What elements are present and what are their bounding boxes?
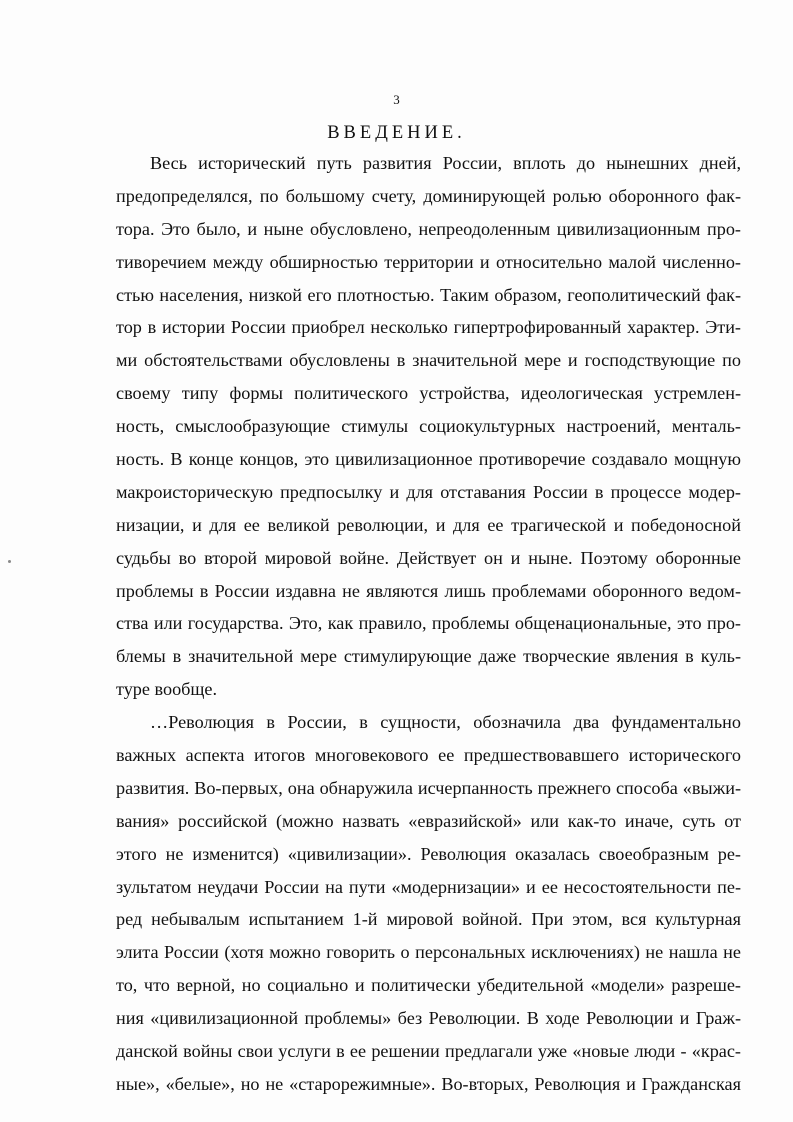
- text-line: ность, смыслообразующие стимулы социокультурных настроений, менталь-: [116, 416, 741, 437]
- text-line: ми обстоятельствами обусловлены в значительной мере и господствующие по: [116, 350, 741, 371]
- text-line: ность. В конце концов, это цивилизационное противоречие создавало мощную: [116, 449, 741, 470]
- text-line: низации, и для ее великой революции, и для ее трагической и победоносной: [116, 514, 741, 535]
- text-line: зультатом неудачи России на пути «модернизации» и ее несостоятельности пе-: [116, 876, 741, 897]
- text-line: …Революция в России, в сущности, обозначила два фундаментально: [150, 712, 741, 733]
- text-line: туре вообще.: [116, 679, 218, 700]
- page-number: 3: [393, 92, 400, 107]
- text-line: своему типу формы политического устройства, идеологическая устремлен-: [116, 383, 741, 404]
- body-text: [116, 147, 741, 1101]
- text-line: важных аспекта итогов многовекового ее предшествовавшего исторического: [116, 745, 741, 766]
- text-line: вания» российской (можно назвать «евразийской» или как-то иначе, суть от: [116, 810, 741, 831]
- text-line: стью населения, низкой его плотностью. Таким образом, геополитический фак-: [116, 284, 741, 305]
- text-line: тиворечием между обширностью территории и относительно малой численно-: [116, 251, 741, 272]
- text-line: элита России (хотя можно говорить о персональных исключениях) не нашла не: [116, 942, 741, 963]
- text-line: то, что верной, но социально и политически убедительной «модели» разреше-: [116, 975, 741, 996]
- text-line: этого не изменится) «цивилизации». Революция оказалась своеобразным ре-: [116, 843, 741, 864]
- text-line: тор в истории России приобрел несколько гипертрофированный характер. Эти-: [116, 317, 741, 338]
- page-title: ВВЕДЕНИЕ.: [327, 123, 466, 143]
- text-line: Весь исторический путь развития России, вплоть до нынешних дней,: [150, 153, 741, 173]
- paragraph-1: [116, 147, 741, 706]
- text-line: проблемы в России издавна не являются лишь проблемами оборонного ведом-: [116, 580, 741, 601]
- text-line: ред небывалым испытанием 1-й мировой войной. При этом, вся культурная: [116, 909, 741, 930]
- paragraph-2: [116, 706, 741, 1101]
- scan-speck: [8, 560, 11, 563]
- text-line: ния «цивилизационной проблемы» без Революции. В ходе Революции и Граж-: [116, 1008, 741, 1029]
- text-line: развития. Во-первых, она обнаружила исчерпанность прежнего способа «выжи-: [116, 777, 741, 798]
- text-line: данской войны свои услуги в ее решении предлагали уже «новые люди - «крас-: [116, 1041, 741, 1062]
- text-line: макроисторическую предпосылку и для отставания России в процессе модер-: [116, 481, 741, 502]
- text-line: ные», «белые», но не «старорежимные». Во-вторых, Революция и Гражданская: [116, 1073, 741, 1094]
- text-line: тора. Это было, и ныне обусловлено, непреодоленным цивилизационным про-: [116, 218, 741, 239]
- text-line: судьбы во второй мировой войне. Действует он и ныне. Поэтому оборонные: [116, 547, 741, 568]
- text-line: ства или государства. Это, как правило, проблемы общенациональные, это про-: [116, 613, 741, 634]
- text-line: предопределялся, по большому счету, доминирующей ролью оборонного фак-: [116, 185, 741, 206]
- text-line: блемы в значительной мере стимулирующие даже творческие явления в куль-: [116, 646, 741, 667]
